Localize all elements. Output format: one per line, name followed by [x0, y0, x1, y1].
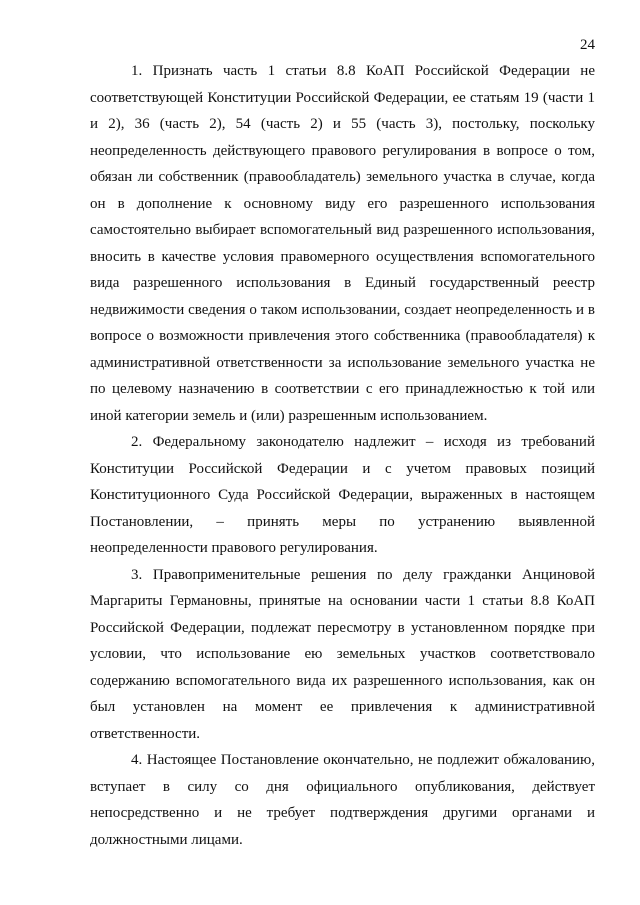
page-number: 24	[580, 37, 595, 53]
paragraph-2: 2. Федеральному законодателю надлежит – исходя из требований Конституции Российской Федерации и с учетом правовых позиций Конституционного Суда Российской Федерации, выраженных в настоящем Постановлении, – принять меры по устранению выявленной неопределенности правового регулирования.	[90, 434, 595, 556]
paragraph-1: 1. Признать часть 1 статьи 8.8 КоАП Российской Федерации не соответствующей Конституции Российской Федерации, ее статьям 19 (части 1 и 2), 36 (часть 2), 54 (часть 2) и 55 (часть 3), постольку, поскольку неопределенность действующего правового регулирования в вопросе о том, обязан ли собственник (правообладатель) земельного участка в случае, когда он в дополнение к основному виду его разрешенного использования самостоятельно выбирает вспомогательный вид разрешенного использования, вносить в качестве условия правомерного осуществления вспомогательного вида разрешенного использования в Единый государственный реестр недвижимости сведения о таком использовании, создает неопределенность и в вопросе о возможности привлечения этого собственника (правообладателя) к административной ответственности за использование земельного участка не по целевому назначению в соответствии с его принадлежностью к той или иной категории земель и (или) разрешенным использованием.	[90, 63, 595, 424]
paragraph-3: 3. Правоприменительные решения по делу гражданки Анциновой Маргариты Германовны, принятые на основании части 1 статьи 8.8 КоАП Российской Федерации, подлежат пересмотру в установленном порядке при условии, что использование ею земельных участков соответствовало содержанию вспомогательного вида их разрешенного использования, как он был установлен на момент ее привлечения к административной ответственности.	[90, 566, 595, 742]
document-body	[90, 58, 595, 853]
paragraph-4: 4. Настоящее Постановление окончательно, не подлежит обжалованию, вступает в силу со дня официального опубликования, действует непосредственно и не требует подтверждения другими органами и должностными лицами.	[90, 752, 595, 848]
